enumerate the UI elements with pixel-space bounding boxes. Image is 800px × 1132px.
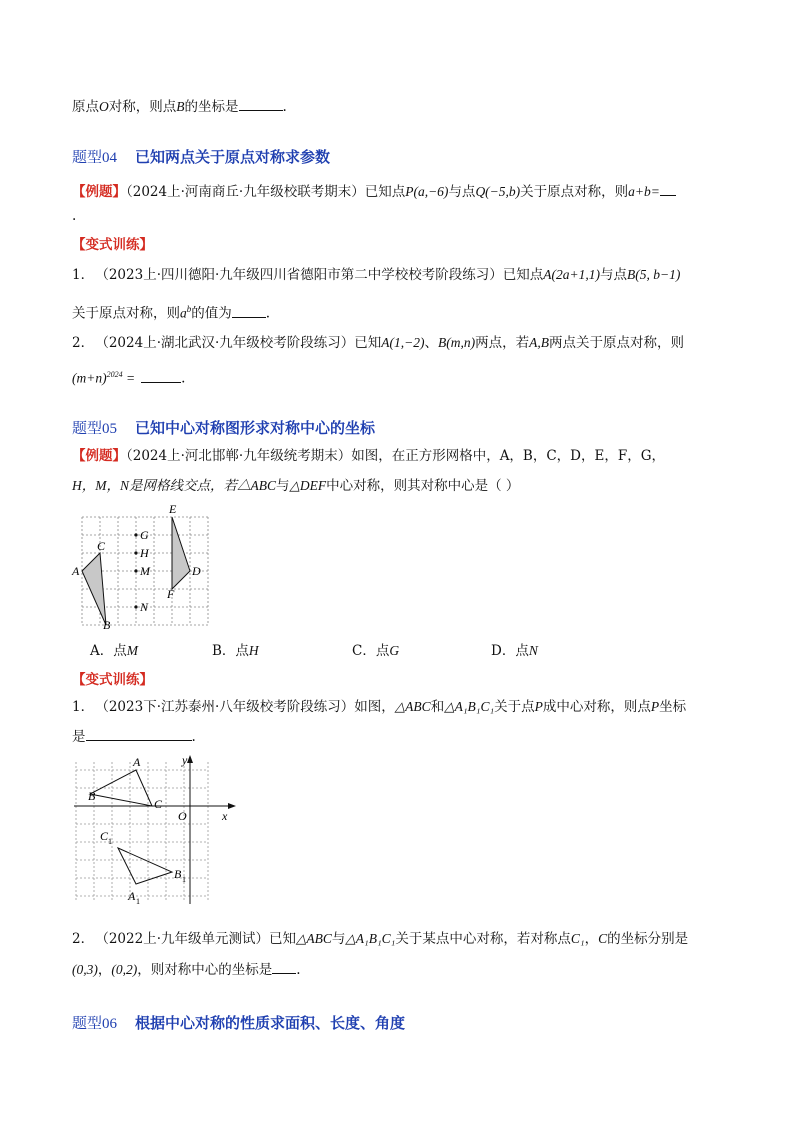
label-m: M <box>140 564 150 578</box>
label-y: y <box>182 753 188 767</box>
label-o: O <box>178 809 187 823</box>
label-b1: B <box>174 867 182 881</box>
label-f: F <box>167 587 175 601</box>
triangle-abc <box>82 553 106 625</box>
y-axis-arrow <box>187 755 193 763</box>
x-axis-arrow <box>228 803 236 809</box>
answer-blank <box>660 181 676 196</box>
question-04-1: 1． （2023上·四川德阳·九年级四川省德阳市第二中学校校考阶段练习）已知点A(2a+1,1)与点B(5, b−1) <box>72 267 681 283</box>
question-05-2: 2． （2022上·九年级单元测试）已知△ABC与△A₁B₁C₁关于某点中心对称，若对称点C₁，C的坐标分别是 <box>72 931 689 947</box>
grid-figure <box>70 500 210 630</box>
label-c: C <box>97 539 106 553</box>
label-c1-sub: 1 <box>108 837 112 846</box>
section-06-heading: 题型06 根据中心对称的性质求面积、长度、角度 <box>72 1014 406 1032</box>
question-05-2-line2: (0,3)，(0,2)，则对称中心的坐标是 . <box>72 959 301 980</box>
label-g: G <box>140 528 149 542</box>
answer-blank <box>141 368 181 383</box>
option-b[interactable]: B．点H <box>212 643 259 659</box>
option-d[interactable]: D．点N <box>491 643 538 659</box>
option-c[interactable]: C．点G <box>352 643 400 659</box>
label-e: E <box>169 502 177 516</box>
question-04-2: 2． （2024上·湖北武汉·九年级校考阶段练习）已知A(1,−2)、B(m,n)两点，若A,B两点关于原点对称，则 <box>72 335 685 351</box>
question-04-1-line2: 关于原点对称，则$a^b$的值为 . <box>72 304 271 322</box>
point-h <box>134 551 137 554</box>
question-05-1: 1． （2023下·江苏泰州·八年级校考阶段练习）如图，△ABC和△A₁B₁C₁关于点P成中心对称，则点P坐标 <box>72 699 687 715</box>
example-05: 【例题】（2024上·河北邯郸·九年级统考期末）如图，在正方形网格中，A，B，C，D，E，F，G， <box>72 448 666 464</box>
label-h: H <box>140 546 149 560</box>
triangle-a1b1c1 <box>118 848 172 884</box>
label-b1-sub: 1 <box>182 875 186 884</box>
answer-blank <box>239 96 283 111</box>
label-a: A <box>72 564 80 578</box>
option-a[interactable]: A．点M <box>90 643 138 659</box>
section-04-heading: 题型04 已知两点关于原点对称求参数 <box>72 148 331 166</box>
label-b: B <box>103 618 111 630</box>
label-a1-sub: 1 <box>136 897 140 906</box>
point-n <box>134 605 137 608</box>
section-05-heading: 题型05 已知中心对称图形求对称中心的坐标 <box>72 419 376 437</box>
label-n: N <box>140 600 149 614</box>
answer-blank <box>272 959 296 974</box>
top-line: 原点O对称，则点B的坐标是 . <box>72 96 287 117</box>
label-x: x <box>222 809 228 823</box>
label-c1: C <box>100 829 109 843</box>
example-05-line2: H，M，N是网格线交点，若△ABC与△DEF中心对称，则其对称中心是（ ） <box>72 478 520 494</box>
answer-blank <box>86 726 192 741</box>
label-d: D <box>192 564 201 578</box>
variant-tag-04: 【变式训练】 <box>72 237 153 253</box>
answer-blank <box>232 303 266 318</box>
label-a: A <box>133 755 141 769</box>
example-04: 【例题】（2024上·河南商丘·九年级校联考期末）已知点P(a,−6)与点Q(−5,b)关于原点对称，则a+b= <box>72 181 676 202</box>
question-05-1-line2: 是 . <box>72 726 196 747</box>
example-04-end: . <box>72 208 77 224</box>
point-g <box>134 533 137 536</box>
label-c: C <box>154 797 163 811</box>
question-04-2-line2: $(m+n)^{2024}$ = . <box>72 365 185 389</box>
coordinate-figure <box>70 752 240 910</box>
label-a1: A <box>128 889 136 903</box>
point-m <box>134 569 137 572</box>
variant-tag-05: 【变式训练】 <box>72 672 153 688</box>
label-b: B <box>88 789 96 803</box>
